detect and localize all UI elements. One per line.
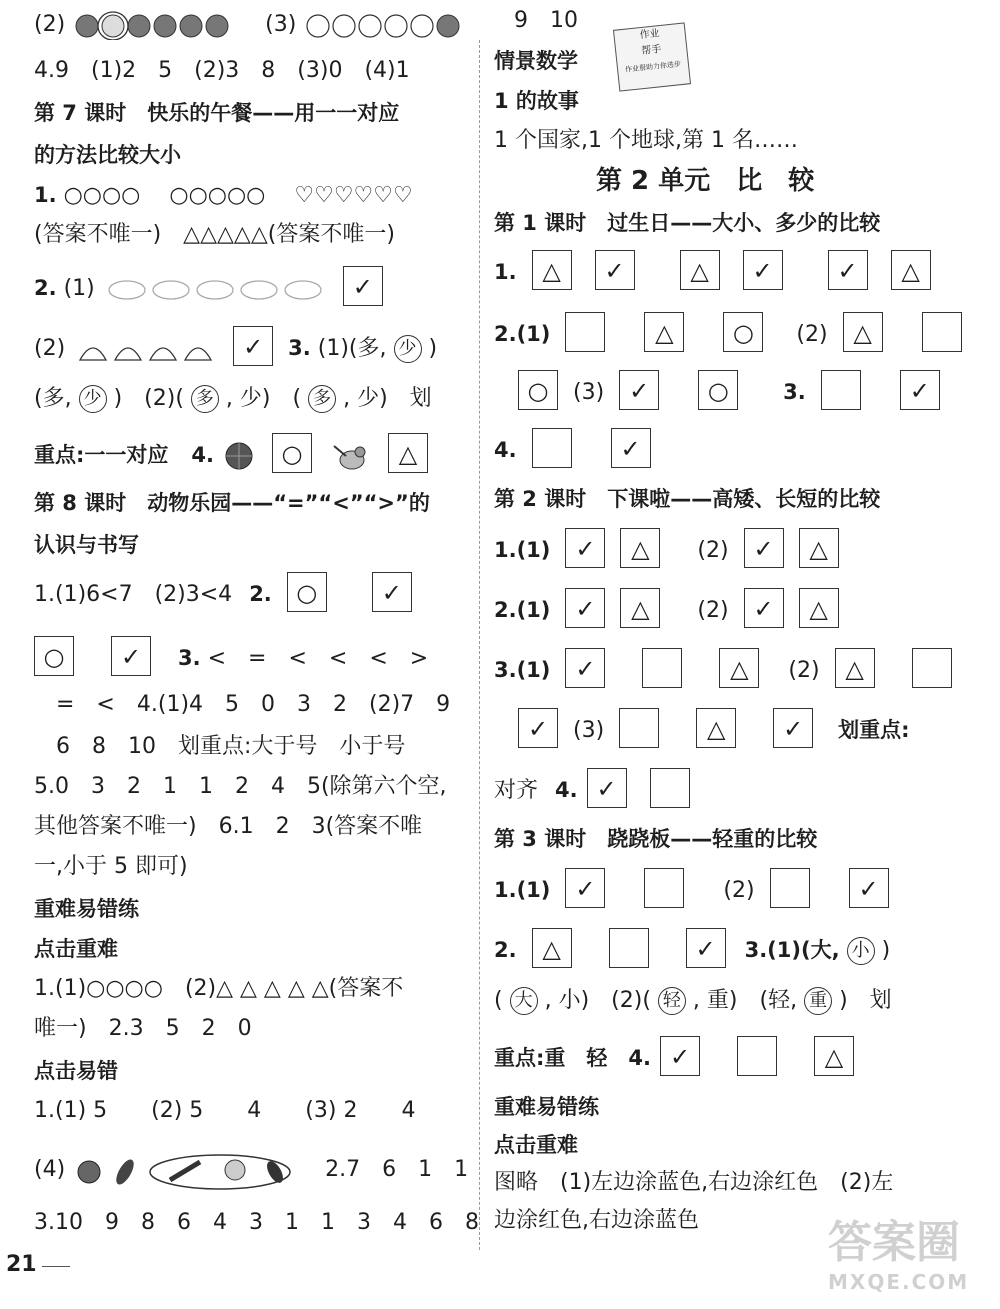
answer-box: ○ [698, 370, 738, 410]
page-number: 21 [6, 1252, 37, 1277]
homework-stamp: 作业 帮手 作业册助力你进步 [613, 22, 691, 91]
section-subheading: 点击重难 [34, 937, 118, 961]
circled-answer: 重 [804, 987, 832, 1015]
answer-box: ✓ [565, 648, 605, 688]
circled-answer: 大 [510, 987, 538, 1015]
lesson-7-subtitle: 的方法比较大小 [34, 143, 181, 167]
answer-box: △ [814, 1036, 854, 1076]
circled-answer: 多 [191, 385, 219, 413]
answer-line: 1.(1)○○○○ (2)△ △ △ △ △(答案不 [34, 976, 404, 1001]
answer-line: 边涂红色,右边涂蓝色 [494, 1208, 699, 1233]
answer-line: ○ ✓ 3. < = < < < > [34, 642, 428, 672]
answer-line: 1.(1) ✓ (2) ✓ [494, 874, 897, 904]
answer-box: ○ [287, 572, 327, 612]
column-divider [479, 40, 481, 1250]
answer-box: ○ [518, 370, 558, 410]
answer-box: ✓ [619, 370, 659, 410]
section-heading: 重难易错练 [494, 1095, 599, 1119]
answer-box: ○ [34, 636, 74, 676]
circled-answer: 轻 [658, 987, 686, 1015]
peach-row-icon [75, 334, 215, 364]
answer-box: △ [680, 250, 720, 290]
lesson-3-title: 第 3 课时 跷跷板——轻重的比较 [494, 827, 818, 851]
answer-box: △ [891, 250, 931, 290]
answer-box [565, 312, 605, 352]
answer-box: ○ [272, 433, 312, 473]
answer-box: △ [532, 928, 572, 968]
answer-line: (2) ✓ 3. (1)(多, 少 ) [34, 332, 437, 362]
lesson-1-title: 第 1 课时 过生日——大小、多少的比较 [494, 211, 881, 235]
answer-box: △ [532, 250, 572, 290]
answer-box: △ [799, 528, 839, 568]
answer-line: 9 10 [514, 8, 578, 33]
answer-box [912, 648, 952, 688]
answer-box: ✓ [744, 588, 784, 628]
answer-line: ○ (3) ✓ ○ 3. ✓ [494, 376, 948, 406]
answer-box [642, 648, 682, 688]
answer-box [619, 708, 659, 748]
answer-line: 3.10 9 8 6 4 3 1 1 3 4 6 8 [34, 1210, 479, 1235]
answer-box: ✓ [372, 572, 412, 612]
circled-answer: 多 [308, 385, 336, 413]
basketball-icon [224, 441, 254, 471]
answer-box: △ [719, 648, 759, 688]
answer-box: ✓ [743, 250, 783, 290]
answer-box: ○ [723, 312, 763, 352]
answer-box: ✓ [111, 636, 151, 676]
answer-box [650, 768, 690, 808]
answer-box: ✓ [565, 588, 605, 628]
answer-box: ✓ [828, 250, 868, 290]
answer-line: 重点:重 轻 4. ✓ △ [494, 1042, 862, 1072]
answer-line: 1 个国家,1 个地球,第 1 名…… [494, 128, 798, 153]
lesson-8-subtitle: 认识与书写 [34, 533, 139, 557]
lesson-7-title: 第 7 课时 快乐的午餐——用一一对应 [34, 101, 400, 125]
answer-box [737, 1036, 777, 1076]
lesson-8-title: 第 8 课时 动物乐园——“=”“<”“>”的 [34, 491, 430, 515]
answer-line: 1.(1) 5 (2) 5 4 (3) 2 4 [34, 1098, 416, 1123]
answer-line: 对齐 4. ✓ [494, 774, 698, 804]
answer-line: (答案不唯一) △△△△△(答案不唯一) [34, 222, 395, 247]
answer-line: 4.9 (1)2 5 (2)3 8 (3)0 (4)1 [34, 58, 410, 83]
answer-line: 6 8 10 划重点:大于号 小于号 [56, 734, 406, 759]
answer-line: ( 大 , 小) (2)( 轻 , 重) (轻, 重 ) 划 [494, 988, 892, 1013]
bird-icon [330, 438, 370, 474]
answer-box [821, 370, 861, 410]
answer-line: 4. ✓ [494, 434, 659, 464]
answer-box: △ [696, 708, 736, 748]
answer-box [922, 312, 962, 352]
answer-line: (多, 少 ) (2)( 多 , 少) ( 多 , 少) 划 [34, 386, 432, 411]
answer-line: ✓ (3) △ ✓ 划重点: [494, 714, 910, 744]
answer-line: 一,小于 5 即可) [34, 854, 188, 879]
answer-line: 1. △ ✓ △ ✓ ✓ △ [494, 256, 939, 286]
answer-box: ✓ [849, 868, 889, 908]
answer-line: 1.(1) ✓ △ (2) ✓ △ [494, 534, 847, 564]
watermark-logo: 答案圈 MXQE.COM [828, 1217, 970, 1294]
answer-box [644, 868, 684, 908]
unit-2-title: 第 2 单元 比 较 [596, 166, 815, 196]
answer-box: ✓ [343, 266, 383, 306]
circled-answer: 少 [79, 385, 107, 413]
answer-box [770, 868, 810, 908]
section-heading: 情景数学 [494, 49, 578, 73]
answer-line: 5.0 3 2 1 1 2 4 5(除第六个空, [34, 774, 447, 799]
answer-line: 唯一) 2.3 5 2 0 [34, 1016, 252, 1041]
answer-line: 1.(1)6<7 (2)3<4 2. ○ ✓ [34, 578, 420, 608]
answer-box: △ [835, 648, 875, 688]
answer-box: ✓ [660, 1036, 700, 1076]
answer-box: ✓ [686, 928, 726, 968]
answer-box: △ [644, 312, 684, 352]
section-subheading: 点击易错 [34, 1059, 118, 1083]
answer-line: 3.(1) ✓ △ (2) △ [494, 654, 960, 684]
vegetables-icon [75, 1150, 315, 1190]
apple-row-icon [75, 10, 245, 40]
story-title: 1 的故事 [494, 89, 579, 113]
answer-line: 其他答案不唯一) 6.1 2 3(答案不唯 [34, 814, 423, 839]
apples-line: (2) (3) [34, 10, 479, 40]
answer-box: ✓ [611, 428, 651, 468]
section-subheading: 点击重难 [494, 1133, 578, 1157]
section-heading: 重难易错练 [34, 897, 139, 921]
answer-box: △ [799, 588, 839, 628]
answer-box: ✓ [518, 708, 558, 748]
answer-box: ✓ [565, 868, 605, 908]
apple-outline-row-icon [306, 10, 476, 40]
answer-line: 图略 (1)左边涂蓝色,右边涂红色 (2)左 [494, 1170, 894, 1195]
answer-box: ✓ [900, 370, 940, 410]
answer-box: △ [843, 312, 883, 352]
circled-answer: 少 [394, 335, 422, 363]
answer-line: (4) 2.7 6 1 1 [34, 1150, 468, 1180]
answer-box: ✓ [587, 768, 627, 808]
answer-box: △ [620, 528, 660, 568]
answer-line: 重点:一一对应 4. ○ △ [34, 438, 436, 468]
answer-box: ✓ [233, 326, 273, 366]
answer-line: 2. (1) ✓ [34, 272, 391, 302]
answer-line: 2. △ ✓ 3.(1)(大, 小 ) [494, 934, 890, 964]
answer-line: = < 4.(1)4 5 0 3 2 (2)7 9 [56, 692, 451, 717]
answer-line: 2.(1) ✓ △ (2) ✓ △ [494, 594, 847, 624]
answer-box: △ [620, 588, 660, 628]
answer-box [609, 928, 649, 968]
answer-box: ✓ [744, 528, 784, 568]
answer-box: ✓ [595, 250, 635, 290]
answer-box: ✓ [773, 708, 813, 748]
answer-box [532, 428, 572, 468]
answer-box: △ [388, 433, 428, 473]
answer-box: ✓ [565, 528, 605, 568]
circled-answer: 小 [847, 937, 875, 965]
answer-line: 1. ○○○○ ○○○○○ ♡♡♡♡♡♡ [34, 183, 413, 208]
footer-rule [42, 1266, 70, 1267]
answer-line: 2.(1) △ ○ (2) △ [494, 318, 970, 348]
lesson-2-title: 第 2 课时 下课啦——高矮、长短的比较 [494, 487, 881, 511]
fish-row-icon [105, 274, 325, 304]
